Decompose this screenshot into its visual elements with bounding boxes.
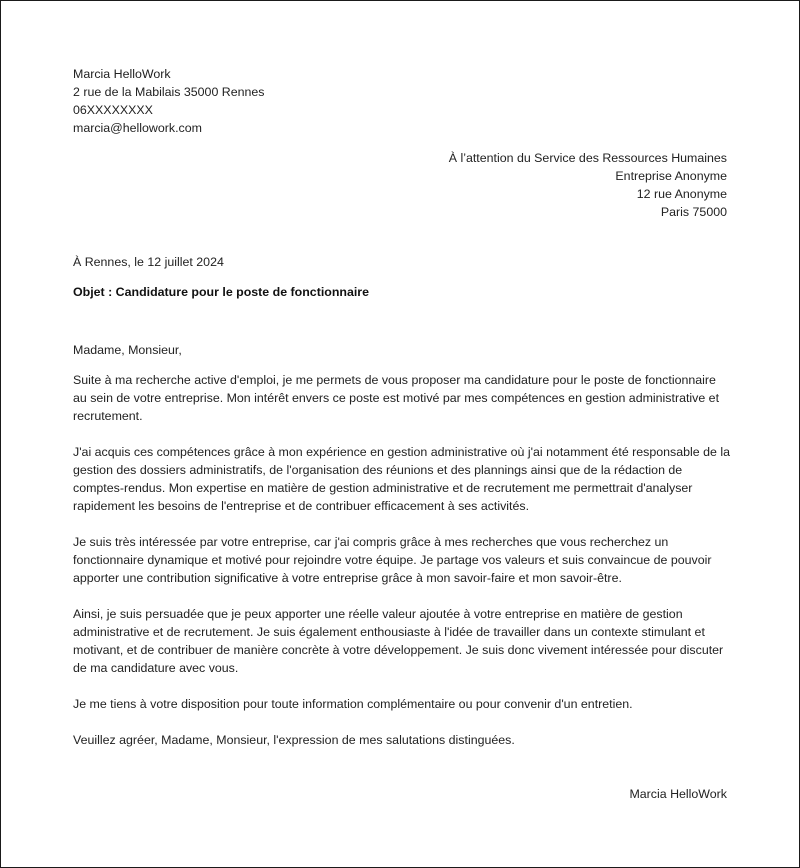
recipient-block <box>449 149 727 221</box>
sender-address: 2 rue de la Mabilais 35000 Rennes <box>73 85 265 99</box>
paragraph: Je me tiens à votre disposition pour toute information complémentaire ou pour convenir d'un entretien. <box>73 697 633 711</box>
sender-email: marcia@hellowork.com <box>73 121 202 135</box>
recipient-street: 12 rue Anonyme <box>636 187 727 201</box>
date-line: À Rennes, le 12 juillet 2024 <box>73 255 224 269</box>
recipient-attention: À l’attention du Service des Ressources Humaines <box>448 151 727 165</box>
letter-body <box>73 341 733 767</box>
recipient-company: Entreprise Anonyme <box>615 169 727 183</box>
signature: Marcia HelloWork <box>629 787 727 801</box>
sender-name: Marcia HelloWork <box>73 67 171 81</box>
paragraph: Je suis très intéressée par votre entreprise, car j'ai compris grâce à mes recherches que vous recherchez un fonctionnaire dynamique et motivé pour rejoindre votre équipe. Je partage vos valeurs et suis convaincue de pouvoir apporter une contribution significative à votre entreprise grâce à mon savoir-faire et mon savoir-être. <box>73 535 712 585</box>
salutation: Madame, Monsieur, <box>73 343 182 357</box>
sender-phone: 06XXXXXXXX <box>73 103 153 117</box>
paragraph: J'ai acquis ces compétences grâce à mon expérience en gestion administrative où j'ai notamment été responsable de la gestion des dossiers administratifs, de l'organisation des réunions et des plannings ainsi que de la rédaction de comptes-rendus. Mon expertise en matière de gestion administrative et de recrutement me permettrait d'analyser rapidement les besoins de l'entreprise et de contribuer efficacement à ses activités. <box>73 445 730 513</box>
sender-block <box>73 65 265 137</box>
closing-formula: Veuillez agréer, Madame, Monsieur, l'expression de mes salutations distinguées. <box>73 733 515 747</box>
paragraph: Suite à ma recherche active d'emploi, je me permets de vous proposer ma candidature pour le poste de fonctionnaire au sein de votre entreprise. Mon intérêt envers ce poste est motivé par mes compétences en gestion administrative et recrutement. <box>73 373 720 423</box>
recipient-city: Paris 75000 <box>660 205 727 219</box>
subject-line: Objet : Candidature pour le poste de fonctionnaire <box>73 285 370 299</box>
paragraph: Ainsi, je suis persuadée que je peux apporter une réelle valeur ajoutée à votre entreprise en matière de gestion administrative et de recrutement. Je suis également enthousiaste à l'idée de travailler dans un contexte stimulant et motivant, et de contribuer de manière concrète à votre développement. Je suis donc vivement intéressée pour discuter de ma candidature avec vous. <box>73 607 724 675</box>
